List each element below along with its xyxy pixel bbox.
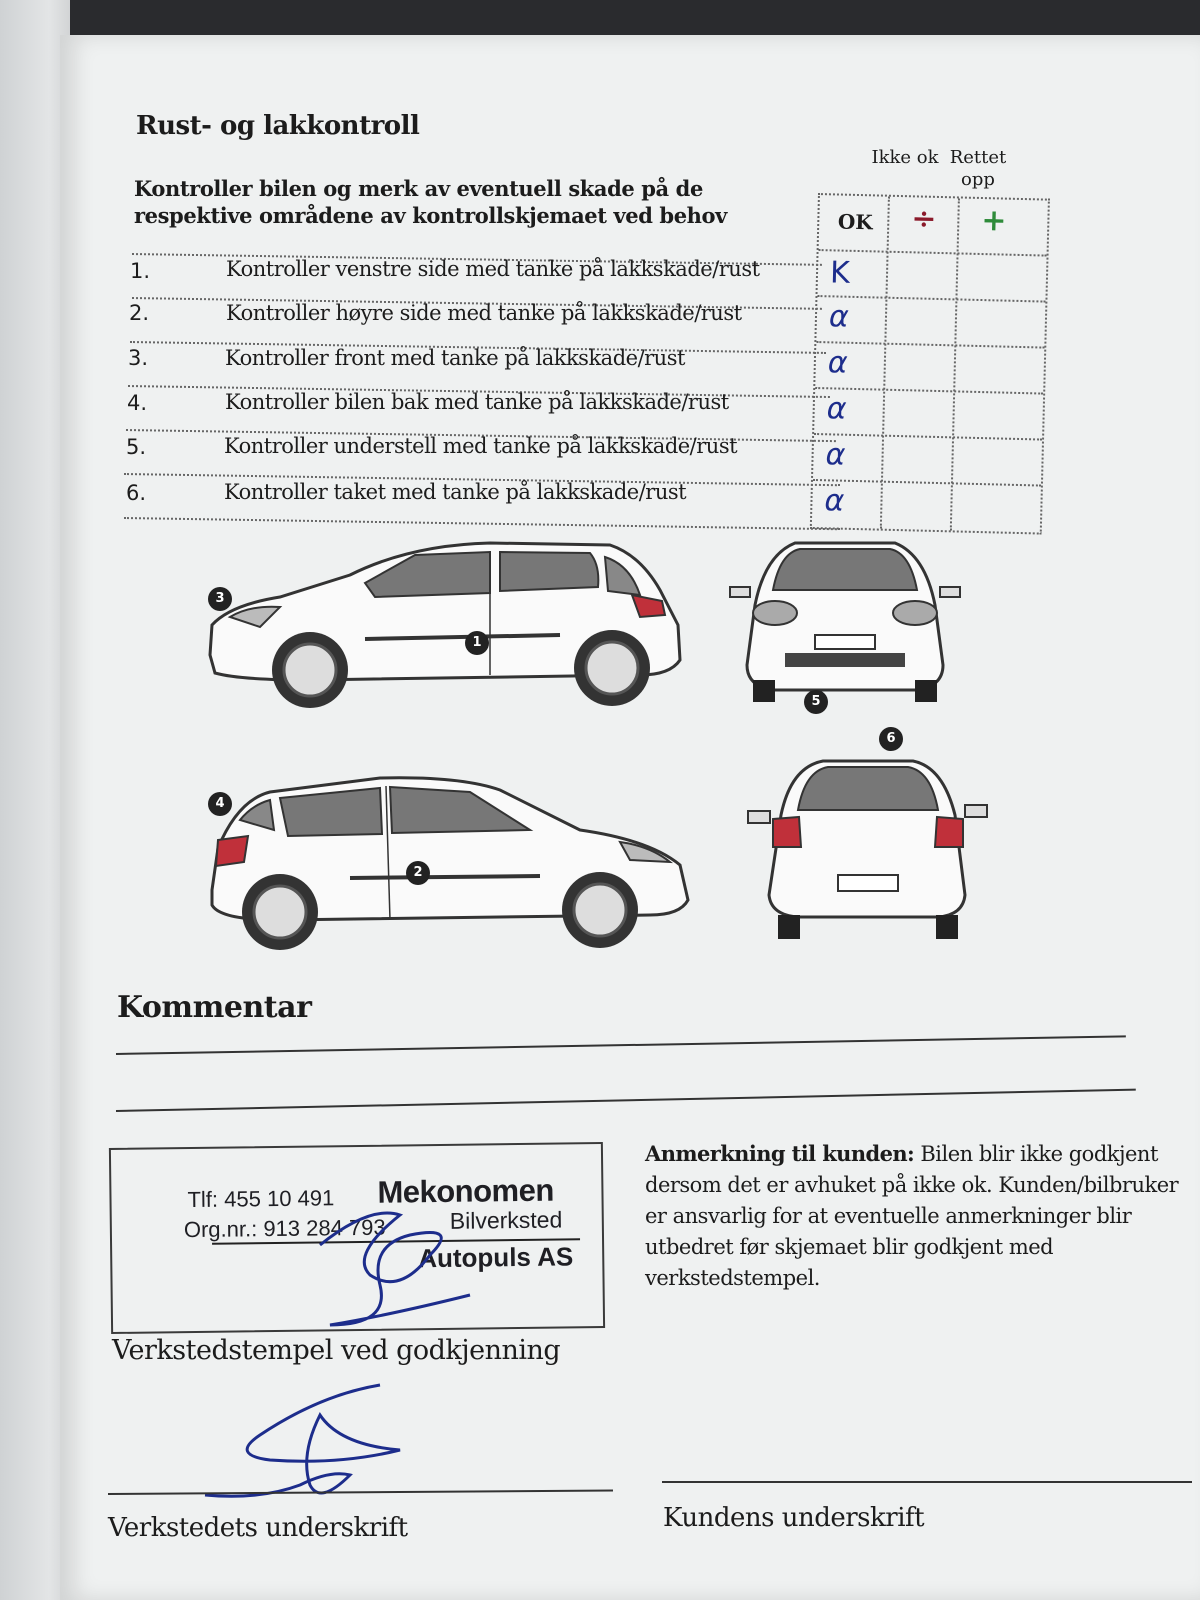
ok-checkmark[interactable]: α <box>825 437 846 473</box>
stamp-initials-signature <box>310 1185 490 1335</box>
comment-line[interactable] <box>116 1035 1126 1055</box>
note-lead: Anmerkning til kunden: <box>645 1141 915 1166</box>
stamp-subtitle: Bilverksted <box>449 1206 563 1234</box>
row-number: 4. <box>127 391 148 415</box>
column-header-rettet-opp: Rettet opp <box>949 147 1007 190</box>
workshop-signature-label: Verkstedets underskrift <box>108 1513 408 1543</box>
ok-checkmark[interactable]: α <box>826 391 847 427</box>
stamp-phone: Tlf: 455 10 491 <box>187 1185 335 1213</box>
area-badge: 6 <box>879 727 903 751</box>
area-badge: 5 <box>804 690 828 714</box>
customer-note <box>645 1138 1185 1294</box>
form-instruction: Kontroller bilen og merk av eventuell skade på de respektive områdene av kontrollskjemaet ved behov <box>134 176 727 228</box>
area-badge: 2 <box>406 861 430 885</box>
customer-signature-label: Kundens underskrift <box>663 1503 925 1533</box>
car-front-illustration <box>725 535 965 705</box>
form-page <box>60 35 1200 1600</box>
stamp-company: Autopuls AS <box>418 1241 574 1274</box>
row-number: 5. <box>126 435 147 459</box>
car-rear-illustration <box>743 755 993 940</box>
row-number: 6. <box>126 481 147 505</box>
row-number: 1. <box>130 259 151 283</box>
plus-symbol: + <box>980 203 1007 239</box>
form-title: Rust- og lakkontroll <box>136 111 420 141</box>
row-text: Kontroller front med tanke på lakkskade/rust <box>225 346 685 370</box>
stamp-caption: Verkstedstempel ved godkjenning <box>112 1335 561 1366</box>
comment-heading: Kommentar <box>117 990 312 1025</box>
stamp-brand: Mekonomen <box>377 1172 555 1210</box>
area-badge: 3 <box>208 587 232 611</box>
row-text: Kontroller taket med tanke på lakkskade/rust <box>224 480 687 504</box>
car-right-side-illustration <box>200 770 700 950</box>
row-number: 3. <box>128 346 149 370</box>
note-body: Bilen blir ikke godkjent dersom det er avhuket på ikke ok. Kunden/bilbruker er ansvarlig for at eventuelle anmerkninger blir utbedret før skjemaet blir godkjent med verkstedstempel. <box>645 1142 1179 1290</box>
car-left-side-illustration <box>200 535 690 710</box>
row-text: Kontroller høyre side med tanke på lakkskade/rust <box>226 301 742 325</box>
column-header-ikke-ok: Ikke ok <box>871 147 939 168</box>
stamp-org-number: Org.nr.: 913 284 793 <box>183 1214 386 1243</box>
row-text: Kontroller bilen bak med tanke på lakkskade/rust <box>225 390 729 414</box>
ok-checkmark[interactable]: α <box>824 483 845 519</box>
comment-line[interactable] <box>116 1089 1136 1112</box>
ok-checkmark[interactable]: α <box>827 345 849 381</box>
column-header-ok: OK <box>837 209 873 235</box>
row-text: Kontroller understell med tanke på lakkskade/rust <box>224 434 738 458</box>
area-badge: 1 <box>465 631 489 655</box>
customer-signature-line[interactable] <box>662 1481 1192 1483</box>
row-text: Kontroller venstre side med tanke på lakkskade/rust <box>226 257 760 281</box>
ok-checkmark[interactable]: α <box>828 299 850 335</box>
row-number: 2. <box>129 301 150 325</box>
minus-symbol: ÷ <box>910 201 937 237</box>
check-table <box>810 193 1050 535</box>
row-rule <box>124 517 840 530</box>
ok-checkmark[interactable]: K <box>829 255 851 291</box>
area-badge: 4 <box>208 792 232 816</box>
